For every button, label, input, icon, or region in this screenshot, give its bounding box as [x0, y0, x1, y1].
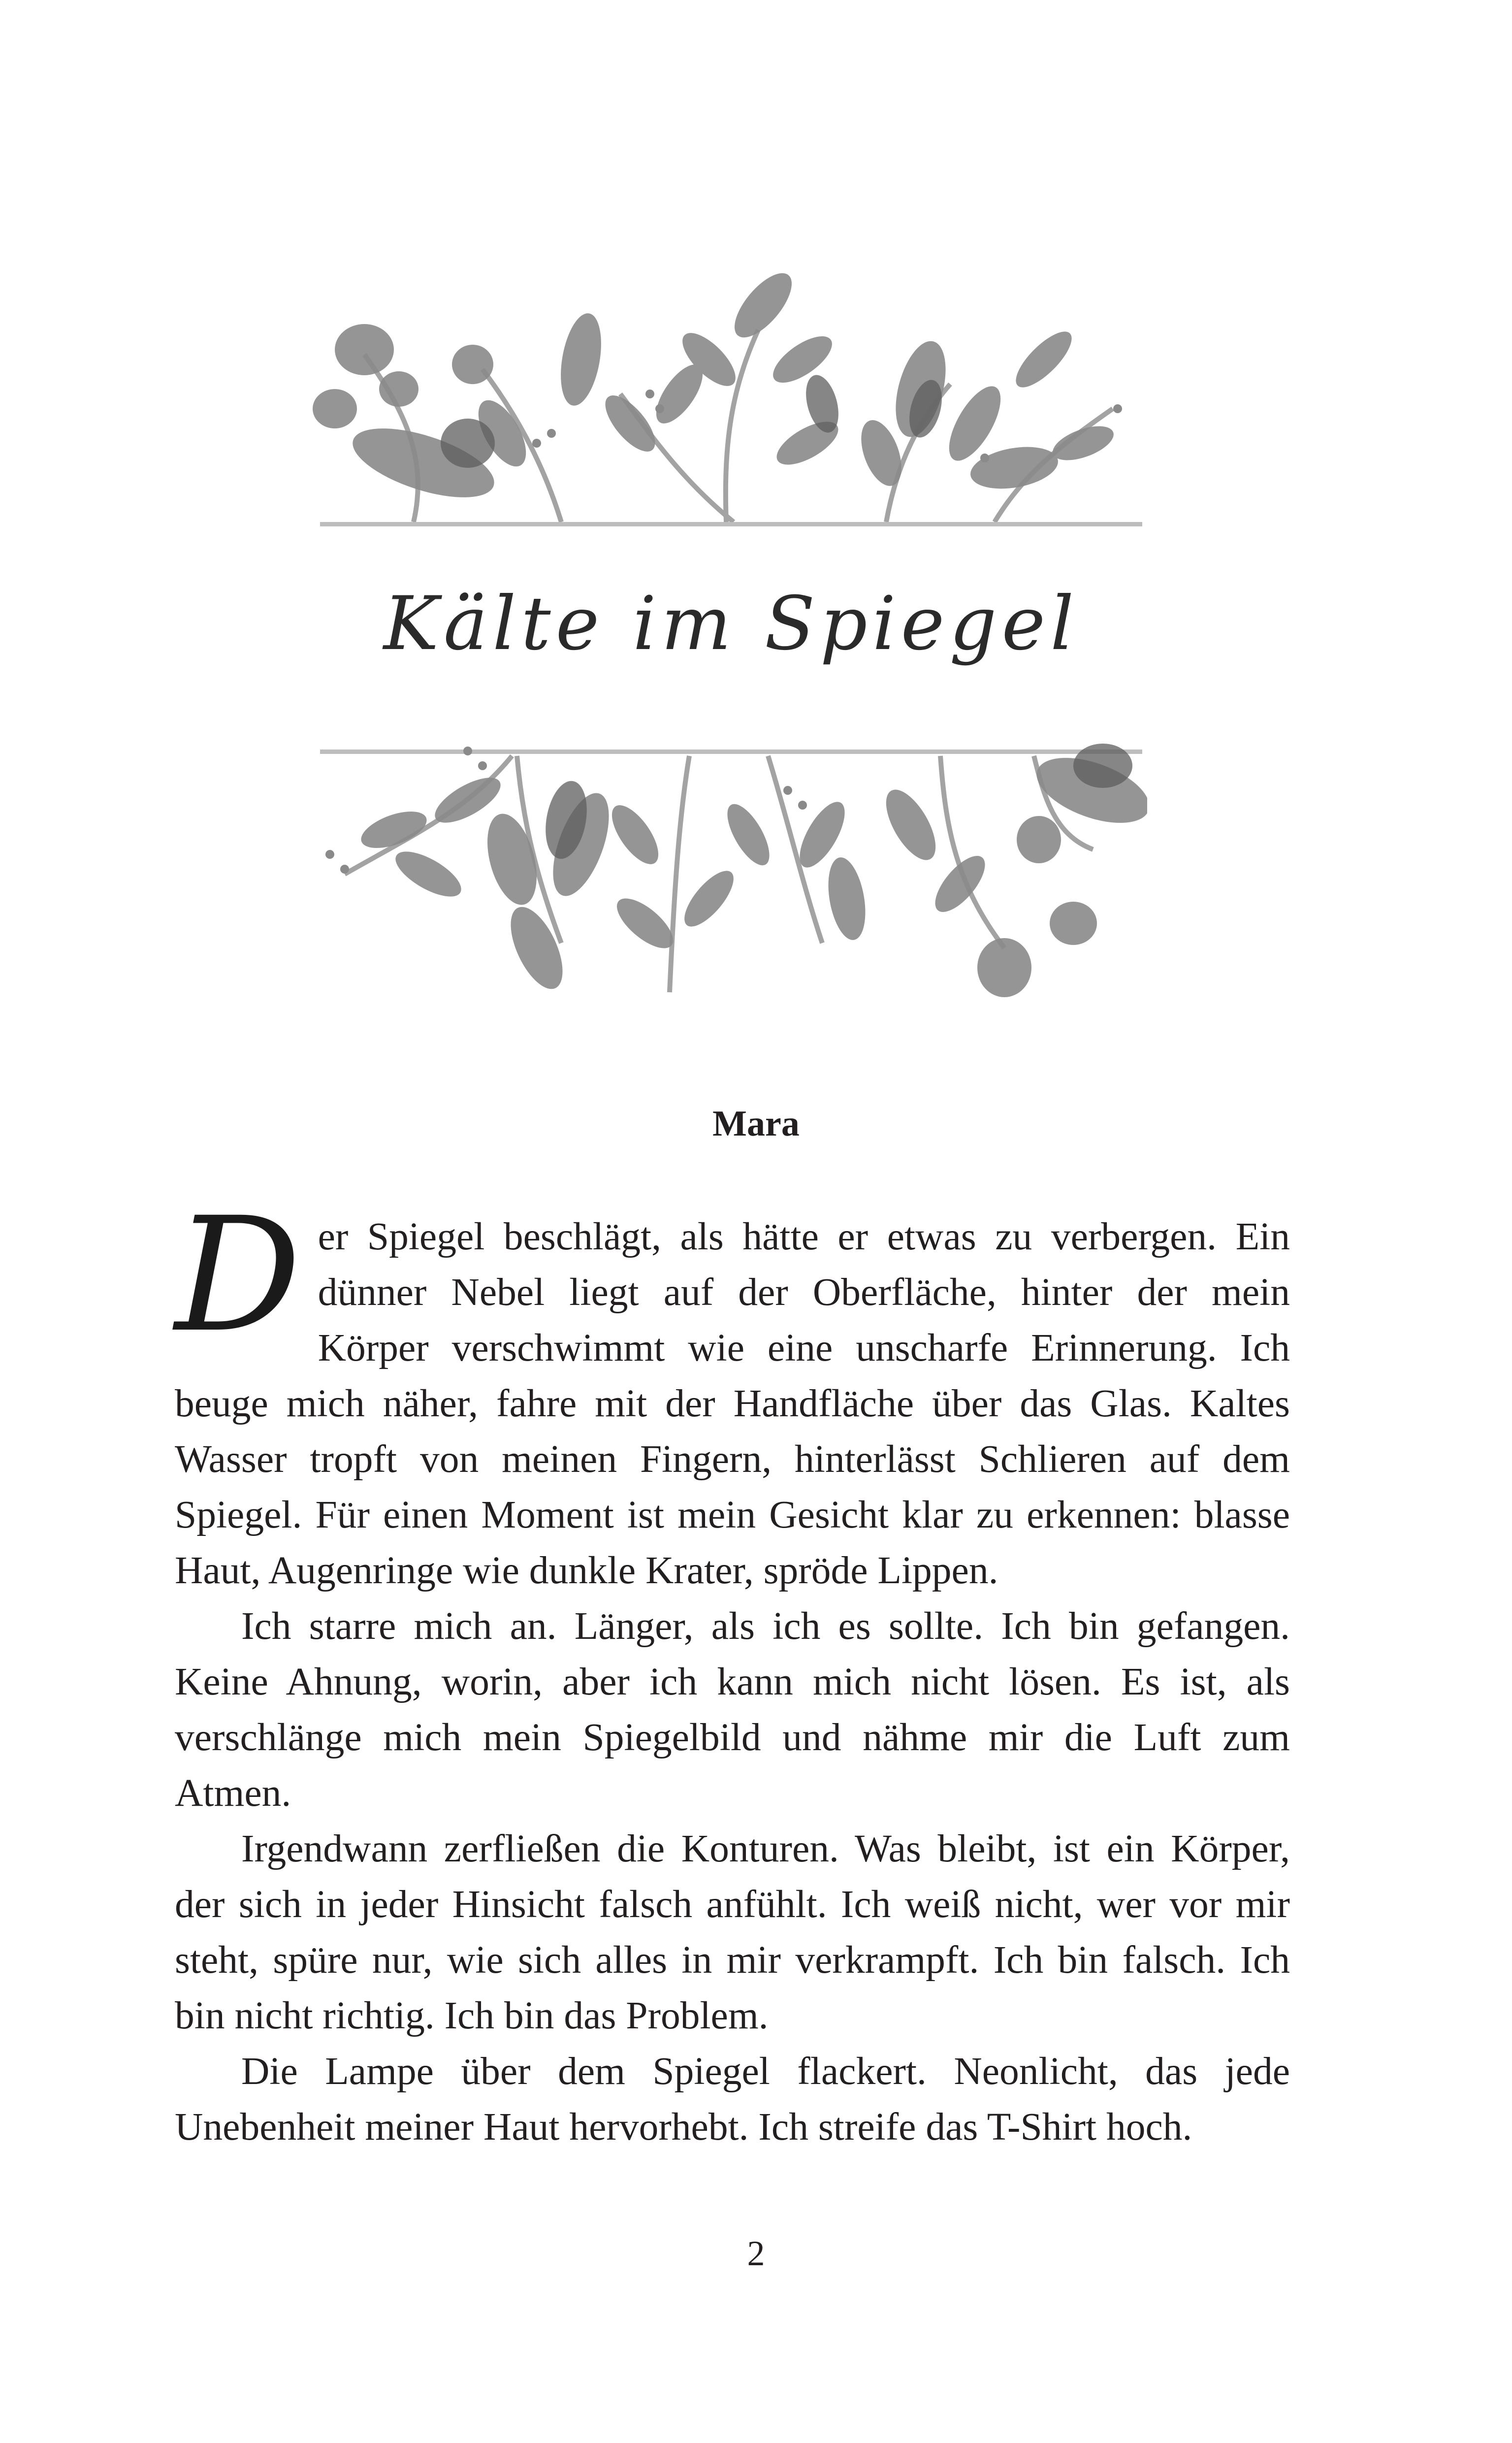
divider-top: [320, 522, 1142, 526]
paragraph: Die Lampe über dem Spiegel flackert. Neonlicht, das jede Unebenheit meiner Haut hervorhebt. Ich streife das T-Shirt hoch.: [175, 2050, 1290, 2149]
paragraph: Irgendwann zerfließen die Konturen. Was bleibt, ist ein Körper, der sich in jeder Hinsicht falsch anfühlt. Ich weiß nicht, wer vor mir steht, spüre nur, wie sich alles in mir verkrampft. Ich bin falsch. Ich bin nicht richtig. Ich bin das Problem.: [175, 1827, 1290, 2037]
floral-ornament-bottom: [305, 736, 1147, 1012]
pov-character-name: Mara: [712, 1104, 800, 1144]
floral-ornament-top: [305, 246, 1147, 522]
page-number: 2: [747, 2234, 765, 2273]
paragraph-text: er Spiegel beschlägt, als hätte er etwas zu verbergen. Ein dünner Nebel liegt auf der Oberfläche, hinter der mein Körper verschwimmt wie eine unscharfe Erinnerung. Ich beuge mich näher, fahre mit der Handfläche über das Glas. Kaltes Wasser tropft von meinen Fingern, hinterlässt Schlieren auf dem Spiegel. Für einen Moment ist mein Gesicht klar zu erkennen: blasse Haut, Augenringe wie dunkle Krater, spröde Lippen.: [175, 1215, 1290, 1592]
chapter-title: Kälte im Spiegel: [383, 581, 1079, 667]
paragraph: [175, 1184, 1290, 1598]
paragraph: Ich starre mich an. Länger, als ich es sollte. Ich bin gefangen. Keine Ahnung, worin, aber ich kann mich nicht lösen. Es ist, als verschlänge mich mein Spiegelbild und nähme mir die Luft zum Atmen.: [175, 1604, 1290, 1815]
drop-cap: D: [175, 1184, 301, 1367]
chapter-body: [175, 1184, 1290, 2155]
